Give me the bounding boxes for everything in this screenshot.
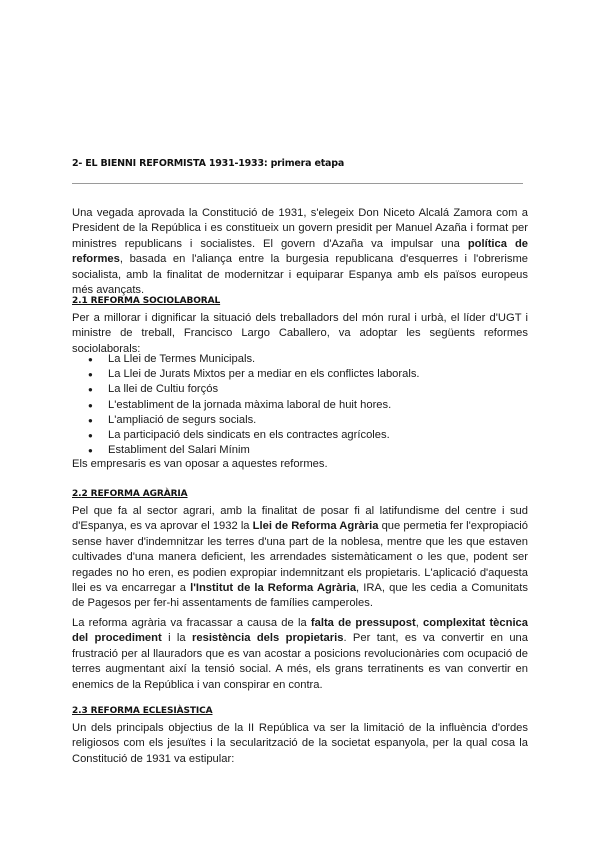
sociolaboral-heading: 2.1 REFORMA SOCIOLABORAL xyxy=(72,296,221,306)
bold-falta-pressupost: falta de pressupost xyxy=(310,617,416,629)
list-item: ● La Llei de Jurats Mixtos per a mediar en els conflictes laborals. xyxy=(72,367,528,382)
list-item: ● L'ampliació de segurs socials. xyxy=(72,413,528,428)
bold-institut-reforma-agraria: l'Institut de la Reforma Agrària xyxy=(190,582,357,595)
bold-politica-reformes: política de reformes xyxy=(72,237,528,266)
sociolaboral-closing: Els empresaris es van oposar a aquestes reformes. xyxy=(72,458,328,470)
agraria-paragraph-1: Pel que fa al sector agrari, amb la finalitat de posar fi al latifundisme del centre i sud d'Espanya, es va aprovar el 1932 la Llei de Reforma Agrària que permetia fer l'expropiació sense haver d'indemnitzar les terres d'una part de la noblesa, mentre que les que estaven cultivades d'una manera deficient, les arrendades sistemàticament o les que, podent ser regades no ho eren, es podien expropiar indemnitzant els propietaris. L'aplicació d'aquesta llei es va encarregar a l'Institut de la Reforma Agrària, IRA, que les cedia a Comunitats de Pagesos per fer-hi assentaments de famílies camperoles. xyxy=(72,505,528,610)
list-item: ● Establiment del Salari Mínim xyxy=(72,443,528,458)
section-title: 2- EL BIENNI REFORMISTA 1931-1933: primera etapa xyxy=(72,158,345,169)
list-item: ● L'establiment de la jornada màxima laboral de huit hores. xyxy=(72,398,528,413)
reform-list xyxy=(72,352,528,458)
list-item: ● La Llei de Termes Municipals. xyxy=(72,352,528,367)
bold-complexitat-tecnica: complexitat tècnica del procediment xyxy=(72,617,528,645)
title-divider xyxy=(72,183,523,184)
bold-llei-reforma-agraria: Llei de Reforma Agrària xyxy=(252,520,379,533)
list-item: ● La participació dels sindicats en els contractes agrícoles. xyxy=(72,428,528,443)
eclesiastica-heading: 2.3 REFORMA ECLESIÀSTICA xyxy=(72,706,213,716)
sociolaboral-intro: Per a millorar i dignificar la situació dels treballadors del món rural i urbà, el líder d'UGT i ministre de treball, Francisco Largo Caballero, va adoptar les següents reformes sociolaborals: xyxy=(72,312,528,355)
intro-paragraph: Una vegada aprovada la Constitució de 1931, s'elegeix Don Niceto Alcalá Zamora com a President de la República i es constitueix un govern presidit per Manuel Azaña i format per ministres republicans i socialistes. El govern d'Azaña va impulsar una política de reformes, basada en l'aliança entre la burgesia republicana d'esquerres i l'obrerisme socialista, amb la finalitat de modernitzar i equiparar Espanya amb els països europeus més avançats. xyxy=(72,207,528,297)
agraria-heading: 2.2 REFORMA AGRÀRIA xyxy=(72,489,188,499)
eclesiastica-paragraph: Un dels principals objectius de la II República va ser la limitació de la influència d'ordes religiosos com els jesuïtes i la secularització de la societat espanyola, per la qual cosa la Constitució de 1931 va estipular: xyxy=(72,722,528,765)
list-item: ● La llei de Cultiu forçós xyxy=(72,382,528,397)
bold-resistencia-propietaris: resistència dels propietaris xyxy=(192,632,344,645)
agraria-paragraph-2: La reforma agrària va fracassar a causa de la falta de pressupost, complexitat tècnica del procediment i la resistència dels propietaris. Per tant, es va convertir en una frustració per al llauradors que es van acostar a posicions revolucionàries com ocupació de terres augmentant així la tensió social. A més, els grans terratinents es van convertir en enemics de la República i van conspirar en contra. xyxy=(72,617,528,691)
